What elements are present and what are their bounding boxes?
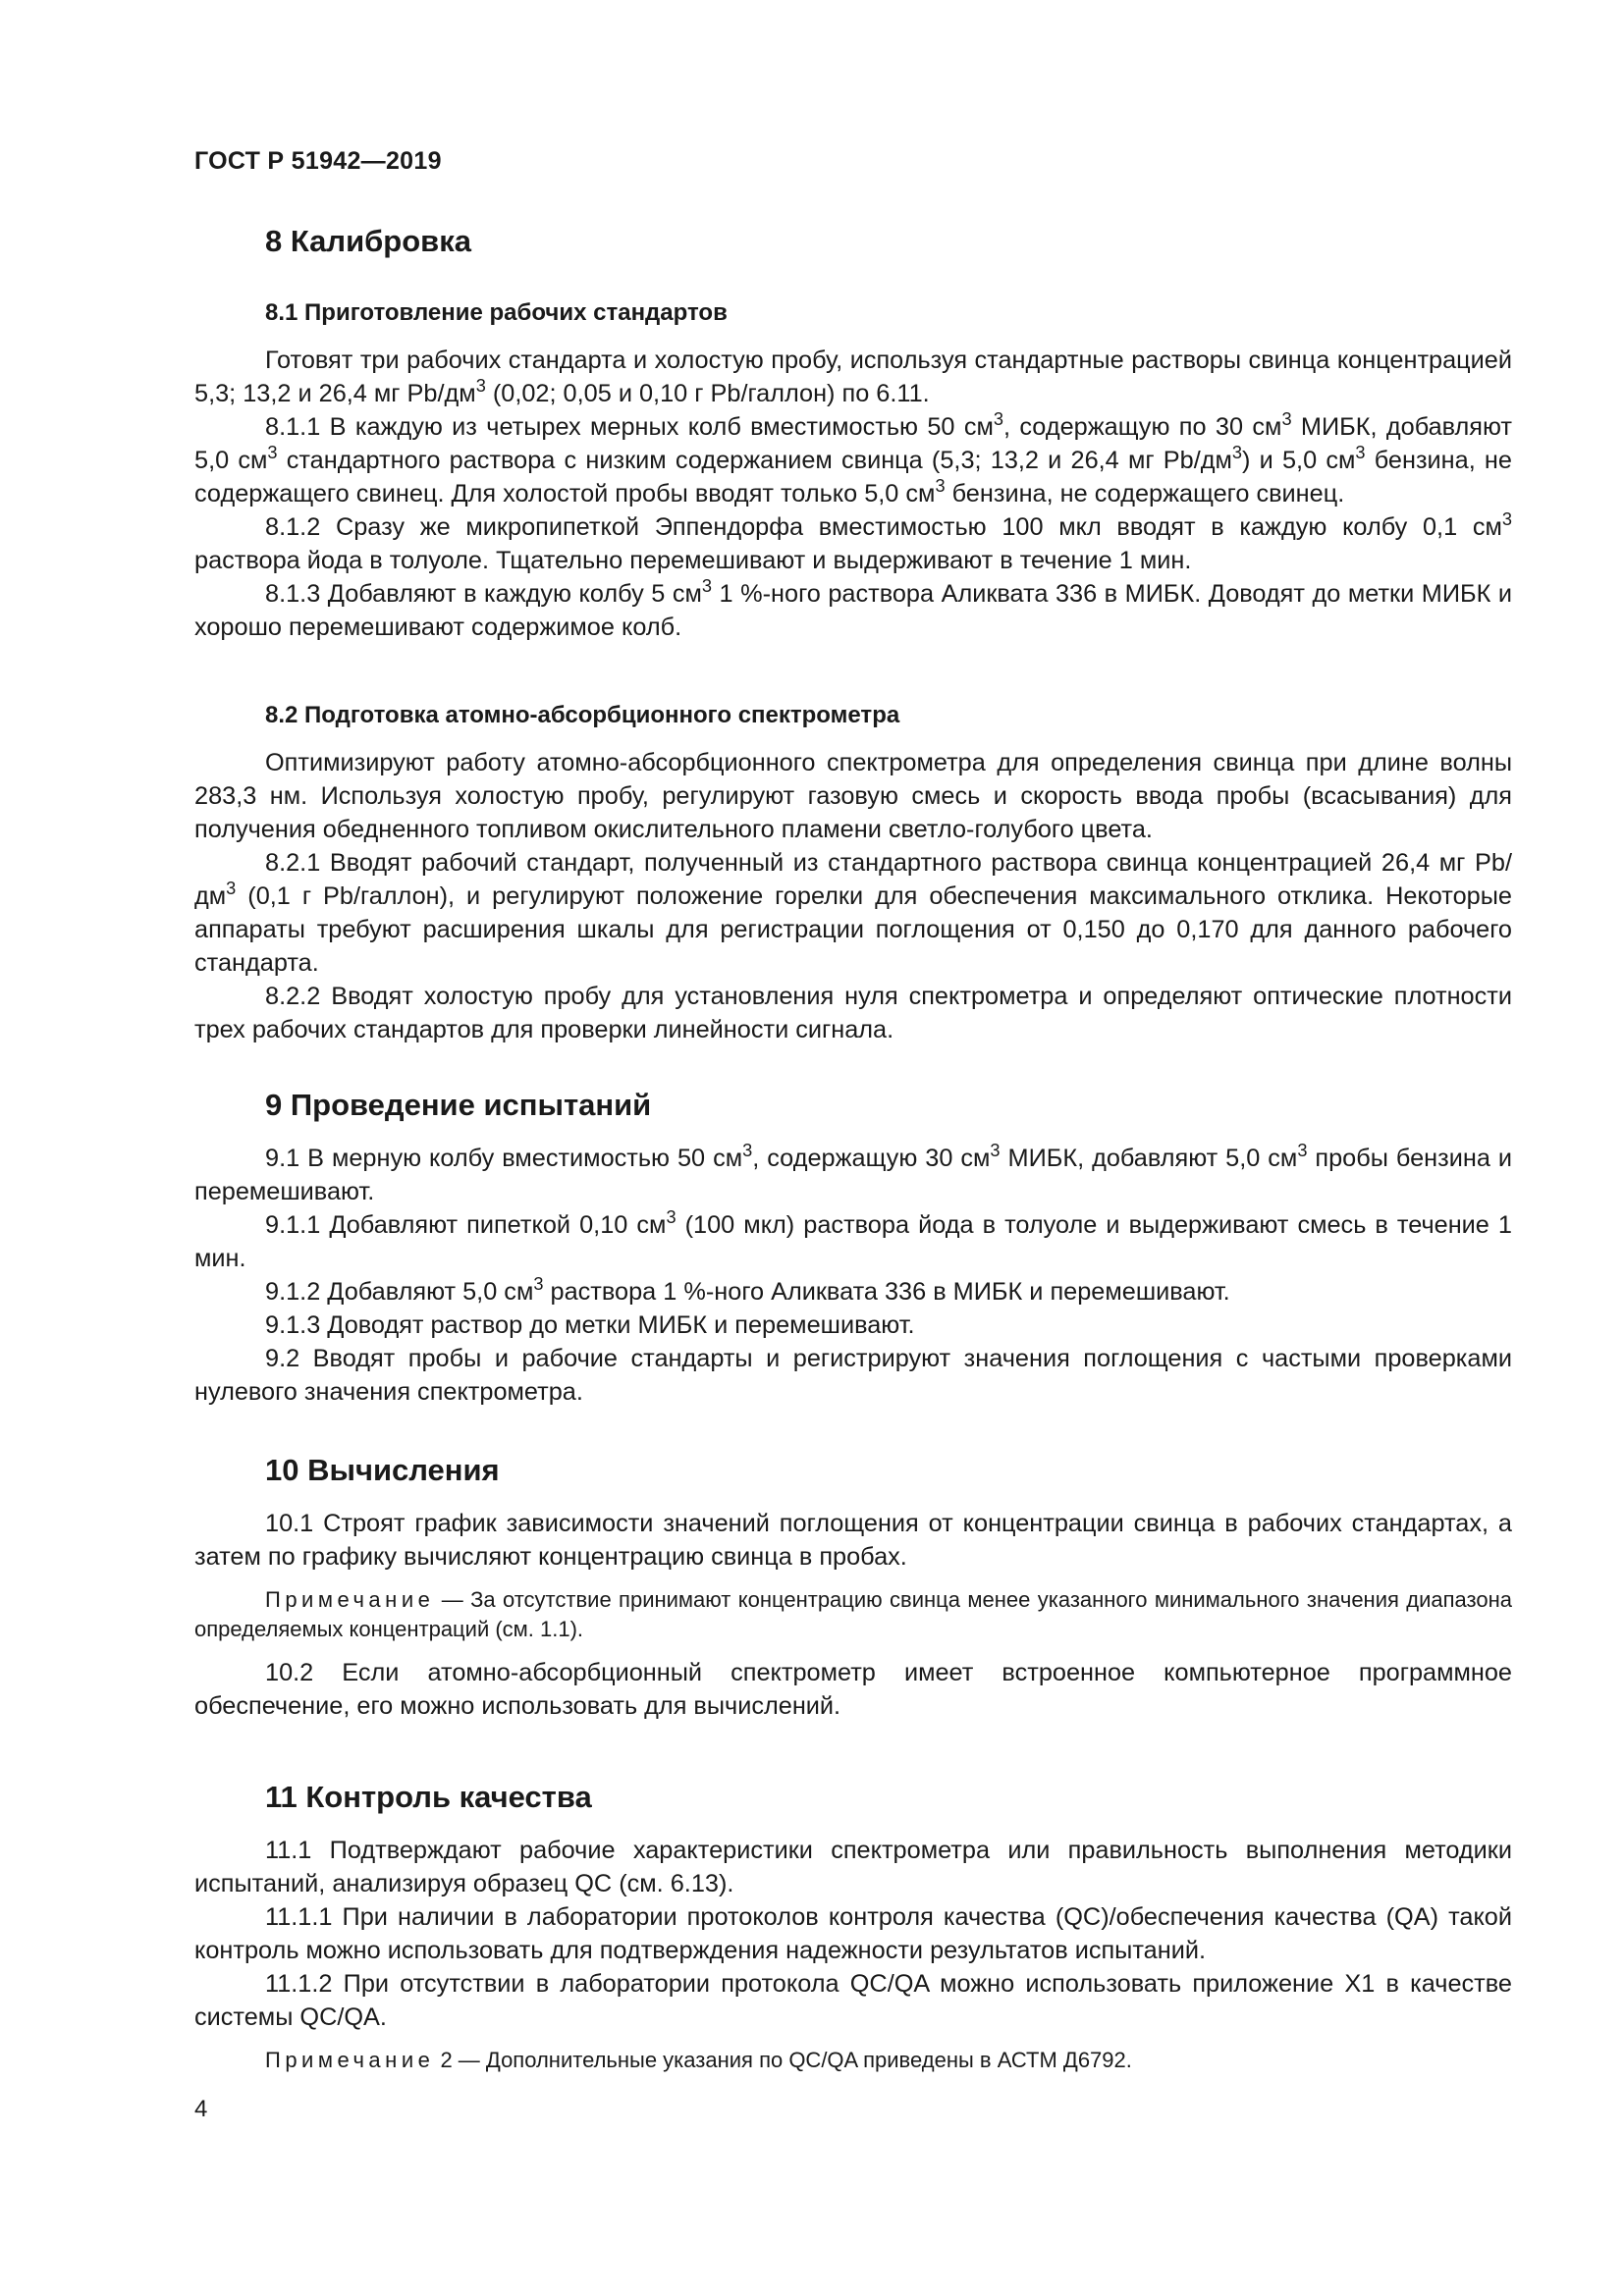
paragraph: 11.1.2 При отсутствии в лаборатории протокола QC/QA можно использовать приложение X1 в качестве системы QC/QA. [194, 1970, 1512, 2031]
section-8-2-body [194, 746, 1512, 1046]
document-code-header: ГОСТ Р 51942—2019 [194, 147, 442, 175]
section-10-heading: 10 Вычисления [265, 1453, 500, 1487]
paragraph: 9.2 Вводят пробы и рабочие стандарты и регистрируют значения поглощения с частыми проверками нулевого значения спектрометра. [194, 1345, 1512, 1406]
paragraph: Готовят три рабочих стандарта и холостую пробу, используя стандартные растворы свинца концентрацией 5,3; 13,2 и 26,4 мг $Pb/дм^3$ (0,02; 0,05 и 0,10 г Pb/галлон) по 6.11. [194, 347, 1512, 407]
paragraph: 8.1.2 Сразу же микропипеткой Эппендорфа вместимостью 100 мкл вводят в каждую колбу 0,1 $см^3$ раствора йода в толуоле. Тщательно перемешивают и выдерживают в течение 1 мин. [194, 508, 1512, 574]
note-label: Примечание [265, 2048, 435, 2072]
note: Примечание 2 — Дополнительные указания по QC/QA приведены в АСТМ Д6792. [265, 2048, 1132, 2072]
paragraph: 8.1.1 В каждую из четырех мерных колб вместимостью 50 $см^3$, содержащую по 30 $см^3$ МИБК, добавляют 5,0 $см^3$ стандартного раствора с низким содержанием свинца (5,3; 13,2 и 26,4 мг $Pb/дм^3$) и 5,0 $см^3$ бензина, не содержащего свинец. Для холостой пробы вводят только 5,0 $см^3$ бензина, не содержащего свинец. [194, 408, 1513, 507]
paragraph: 10.2 Если атомно-абсорбционный спектрометр имеет встроенное компьютерное программное обеспечение, его можно использовать для вычислений. [194, 1659, 1512, 1720]
subsection-8-2-heading: 8.2 Подготовка атомно-абсорбционного спектрометра [265, 702, 900, 728]
section-8-heading: 8 Калибровка [265, 224, 471, 258]
paragraph: 9.1.2 Добавляют 5,0 $см^3$ раствора 1 %-ного Аликвата 336 в МИБК и перемешивают. [265, 1273, 1230, 1306]
paragraph: Оптимизируют работу атомно-абсорбционного спектрометра для определения свинца при длине волны 283,3 нм. Используя холостую пробу, регулируют газовую смесь и скорость ввода пробы (всасывания) для получения обедненного топливом окислительного пламени светло-голубого цвета. [194, 749, 1512, 843]
paragraph: 11.1 Подтверждают рабочие характеристики спектрометра или правильность выполнения методики испытаний, анализируя образец QC (см. 6.13). [194, 1837, 1512, 1897]
paragraph: 8.1.3 Добавляют в каждую колбу 5 $см^3$ 1 %-ного раствора Аликвата 336 в МИБК. Доводят до метки МИБК и хорошо перемешивают содержимое колб. [194, 575, 1512, 641]
note: Примечание — За отсутствие принимают концентрацию свинца менее указанного минимального значения диапазона определяемых концентраций (см. 1.1). [194, 1587, 1512, 1641]
paragraph: 8.2.1 Вводят рабочий стандарт, полученный из стандартного раствора свинца концентрацией 26,4 мг $Pb/дм^3$ (0,1 г Pb/галлон), и регулируют положение горелки для обеспечения максимального отклика. Некоторые аппараты требуют расширения шкалы для регистрации поглощения от 0,150 до 0,170 для данного рабочего стандарта. [194, 849, 1512, 977]
paragraph: 9.1.3 Доводят раствор до метки МИБК и перемешивают. [265, 1311, 915, 1339]
paragraph: 8.2.2 Вводят холостую пробу для установления нуля спектрометра и определяют оптические плотности трех рабочих стандартов для проверки линейности сигнала. [194, 983, 1512, 1043]
paragraph: 11.1.1 При наличии в лаборатории протоколов контроля качества (QC)/обеспечения качества (QA) такой контроль можно использовать для подтверждения надежности результатов испытаний. [194, 1903, 1512, 1964]
section-10-body [194, 1507, 1512, 1723]
note-label: Примечание [265, 1587, 435, 1612]
section-11-heading: 11 Контроль качества [265, 1780, 592, 1814]
section-9-body [194, 1142, 1512, 1409]
section-9-heading: 9 Проведение испытаний [265, 1088, 652, 1122]
paragraph: 9.1.1 Добавляют пипеткой 0,10 $см^3$ (100 мкл) раствора йода в толуоле и выдерживают смесь в течение 1 мин. [194, 1206, 1512, 1272]
paragraph: 10.1 Строят график зависимости значений поглощения от концентрации свинца в рабочих стандартах, а затем по графику вычисляют концентрацию свинца в пробах. [194, 1510, 1512, 1571]
page-number: 4 [194, 2096, 208, 2122]
subsection-8-1-heading: 8.1 Приготовление рабочих стандартов [265, 299, 728, 326]
section-8-1-body [194, 344, 1512, 644]
section-11-body [194, 1834, 1512, 2075]
paragraph: 9.1 В мерную колбу вместимостью 50 $см^3$, содержащую 30 $см^3$ МИБК, добавляют 5,0 $см^3$ пробы бензина и перемешивают. [194, 1140, 1512, 1205]
